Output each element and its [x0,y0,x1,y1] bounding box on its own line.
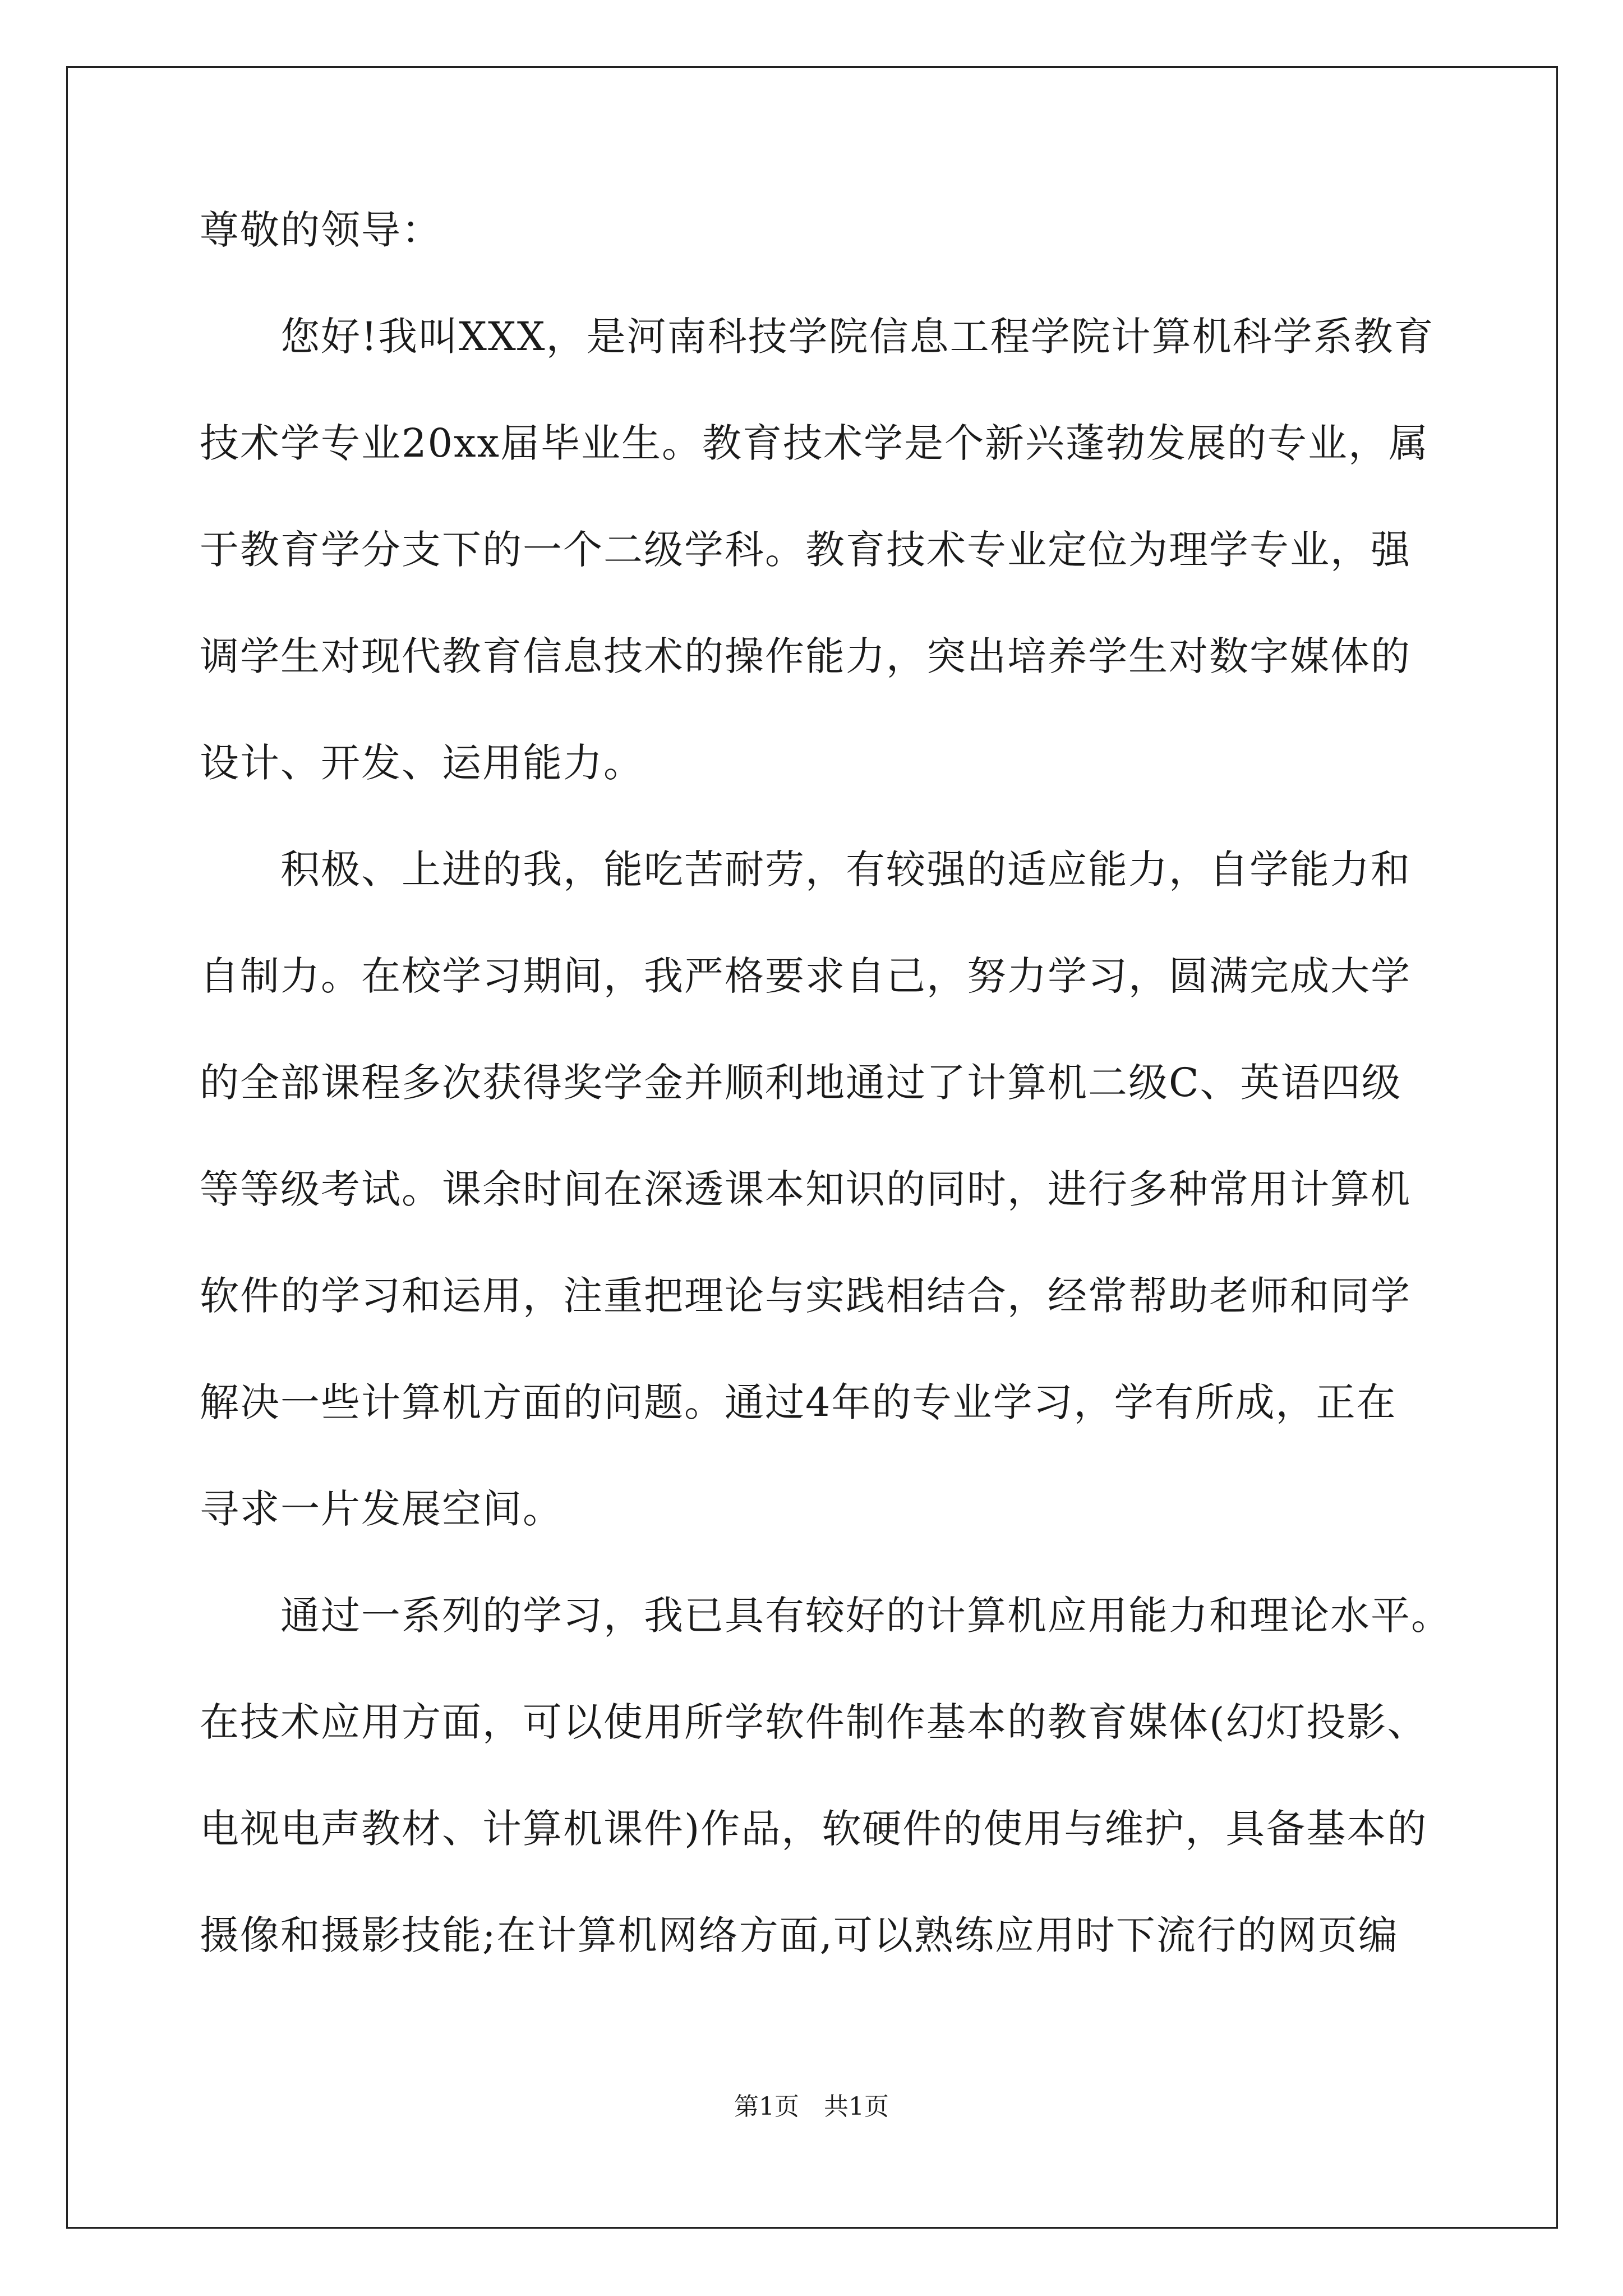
text-line: 尊敬的领导： [200,207,442,253]
page-number: 第1页 共1页 [734,2092,889,2121]
letter-body [200,207,1451,2019]
text-line: 于教育学分支下的一个二级学科。教育技术专业定位为理学专业，强 [200,527,1411,573]
text-line: 等等级考试。课余时间在深透课本知识的同时，进行多种常用计算机 [200,1166,1411,1212]
text-line: 技术学专业20xx届毕业生。教育技术学是个新兴蓬勃发展的专业，属 [200,420,1430,466]
text-line: 软件的学习和运用，注重把理论与实践相结合，经常帮助老师和同学 [200,1273,1411,1319]
text-line: 设计、开发、运用能力。 [200,740,644,786]
text-line: 通过一系列的学习，我已具有较好的计算机应用能力和理论水平。 [200,1593,1451,1639]
text-line: 寻求一片发展空间。 [200,1486,563,1532]
text-line: 自制力。在校学习期间，我严格要求自己，努力学习，圆满完成大学 [200,953,1411,999]
text-line: 积极、上进的我，能吃苦耐劳，有较强的适应能力，自学能力和 [200,846,1411,892]
text-line: 您好!我叫XXX，是河南科技学院信息工程学院计算机科学系教育 [200,314,1435,360]
text-line: 在技术应用方面，可以使用所学软件制作基本的教育媒体(幻灯投影、 [200,1699,1428,1745]
text-line: 调学生对现代教育信息技术的操作能力，突出培养学生对数字媒体的 [200,633,1411,679]
text-line: 解决一些计算机方面的问题。通过4年的专业学习，学有所成，正在 [200,1379,1397,1425]
text-line: 的全部课程多次获得奖学金并顺利地通过了计算机二级C、英语四级 [200,1060,1402,1106]
text-line: 摄像和摄影技能;在计算机网络方面,可以熟练应用时下流行的网页编 [200,1912,1399,1958]
text-line: 电视电声教材、计算机课件)作品，软硬件的使用与维护，具备基本的 [200,1806,1428,1852]
